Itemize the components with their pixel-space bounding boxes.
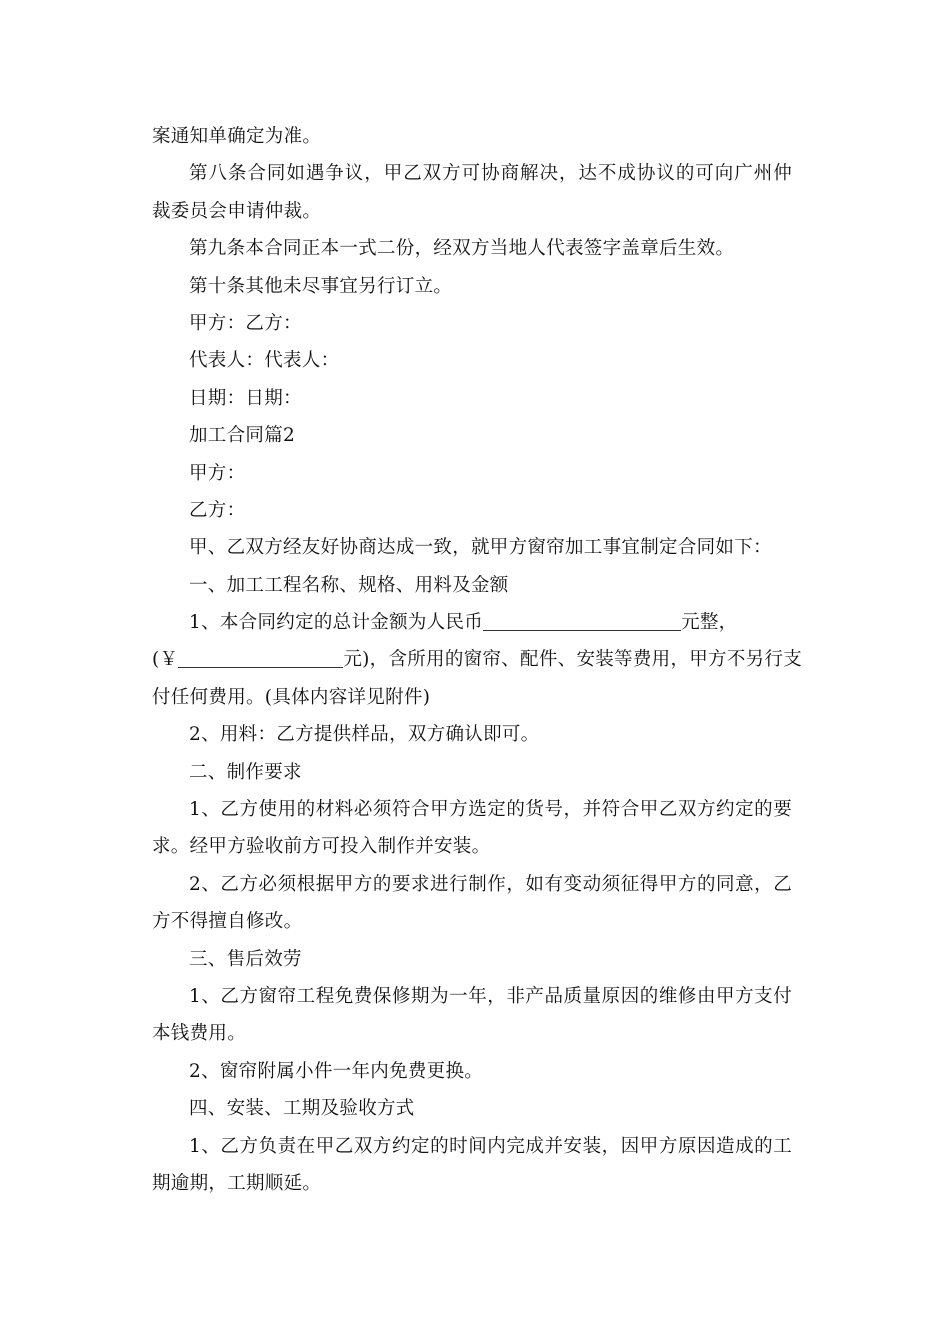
amount-yen-suffix: 元)，含所用的窗帘、配件、安装等费用，甲方不另行支 [343,649,803,671]
article-9: 第九条本合同正本一式二份，经双方当地人代表签字盖章后生效。 [189,238,735,260]
amount-blank-field [483,608,681,631]
production-clause-2-line-1: 2、乙方必须根据甲方的要求进行制作，如有变动须征得甲方的同意，乙 [189,873,792,895]
production-clause-2-line-2: 方不得擅自修改。 [152,911,303,933]
party-a-label: 甲方： [189,462,246,484]
amount-yen-prefix: (￥ [152,649,179,671]
signature-party-line: 甲方：乙方： [189,312,302,334]
document-body [152,118,803,1202]
service-clause-2: 2、窗帘附属小件一年内免费更换。 [189,1060,484,1082]
signature-representative-line: 代表人：代表人： [189,350,340,372]
heading-2: 二、制作要求 [189,761,302,783]
amount-line-1 [152,604,792,641]
preamble: 甲、乙双方经友好协商达成一致，就甲方窗帘加工事宜制定合同如下： [189,537,772,559]
service-clause-1-line-2: 本钱费用。 [152,1023,247,1045]
production-clause-1-line-2: 求。经甲方验收前方可投入制作并安装。 [152,836,491,858]
amount-yen-blank-field [178,645,343,668]
paragraph-line: 付任何费用。(具体内容详见附件) [152,686,431,708]
amount-line-2 [152,641,803,678]
heading-4: 四、安装、工期及验收方式 [189,1098,415,1120]
article-8-line-2: 裁委员会申请仲裁。 [152,200,322,222]
production-clause-1-line-1: 1、乙方使用的材料必须符合甲方选定的货号，并符合甲乙双方约定的要 [189,799,792,821]
article-10: 第十条其他未尽事宜另行订立。 [189,275,453,297]
heading-1: 一、加工工程名称、规格、用料及金额 [189,574,509,596]
service-clause-1-line-1: 1、乙方窗帘工程免费保修期为一年，非产品质量原因的维修由甲方支付 [189,985,792,1007]
installation-clause-1-line-1: 1、乙方负责在甲乙双方约定的时间内完成并安装，因甲方原因造成的工 [189,1135,792,1157]
amount-suffix: 元整， [681,612,738,634]
installation-clause-1-line-2: 期逾期，工期顺延。 [152,1172,322,1194]
party-b-label: 乙方： [189,499,246,521]
amount-prefix: 1、本合同约定的总计金额为人民币 [189,612,484,634]
section-title: 加工合同篇2 [189,425,296,447]
materials-clause: 2、用料：乙方提供样品，双方确认即可。 [189,724,540,746]
heading-3: 三、售后效劳 [189,948,302,970]
article-8-line-1: 第八条合同如遇争议，甲乙双方可协商解决，达不成协议的可向广州仲 [189,163,792,185]
signature-date-line: 日期：日期： [189,387,302,409]
paragraph-line: 案通知单确定为准。 [152,126,322,147]
